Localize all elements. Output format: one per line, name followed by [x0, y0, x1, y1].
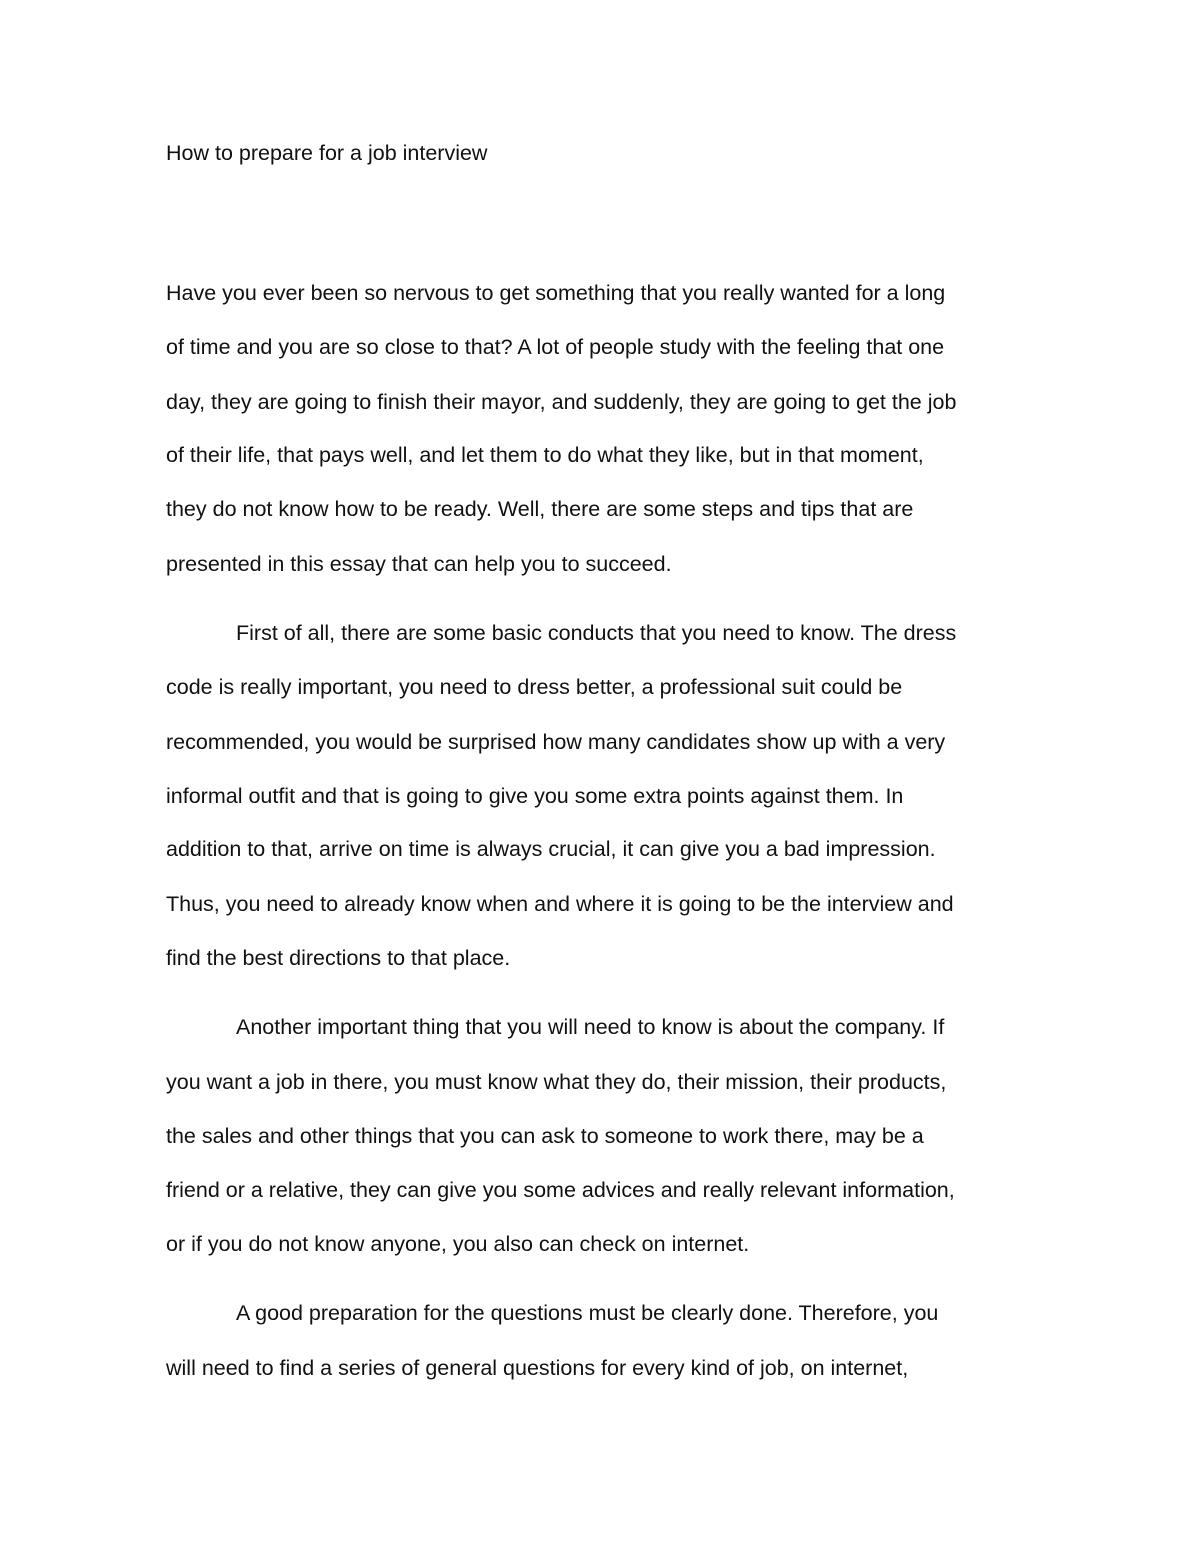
text-line: will need to find a series of general questions for every kind of job, on internet, — [166, 1356, 909, 1380]
text-line: find the best directions to that place. — [166, 946, 511, 970]
text-line: addition to that, arrive on time is always crucial, it can give you a bad impression. — [166, 837, 936, 861]
text-line: Thus, you need to already know when and where it is going to be the interview and — [166, 892, 954, 916]
text-line: friend or a relative, they can give you some advices and really relevant information, — [166, 1178, 955, 1202]
text-line: Another important thing that you will need to know is about the company. If — [236, 1015, 945, 1039]
text-line: of time and you are so close to that? A lot of people study with the feeling that one — [166, 335, 945, 359]
text-line: you want a job in there, you must know what they do, their mission, their products, — [166, 1070, 947, 1094]
text-line: presented in this essay that can help you to succeed. — [166, 552, 672, 576]
text-line: the sales and other things that you can ask to someone to work there, may be a — [166, 1124, 924, 1148]
text-line: First of all, there are some basic conducts that you need to know. The dress — [236, 621, 957, 645]
text-line: they do not know how to be ready. Well, there are some steps and tips that are — [166, 497, 914, 521]
document-title: How to prepare for a job interview — [166, 141, 488, 165]
text-line: informal outfit and that is going to give you some extra points against them. In — [166, 784, 904, 808]
text-line: A good preparation for the questions must be clearly done. Therefore, you — [236, 1301, 939, 1325]
text-line: day, they are going to finish their mayor, and suddenly, they are going to get the job — [166, 390, 957, 414]
text-line: of their life, that pays well, and let them to do what they like, but in that moment, — [166, 443, 924, 467]
text-line: or if you do not know anyone, you also can check on internet. — [166, 1232, 750, 1256]
text-line: recommended, you would be surprised how many candidates show up with a very — [166, 730, 946, 754]
text-line: Have you ever been so nervous to get something that you really wanted for a long — [166, 281, 946, 305]
text-line: code is really important, you need to dress better, a professional suit could be — [166, 675, 903, 699]
